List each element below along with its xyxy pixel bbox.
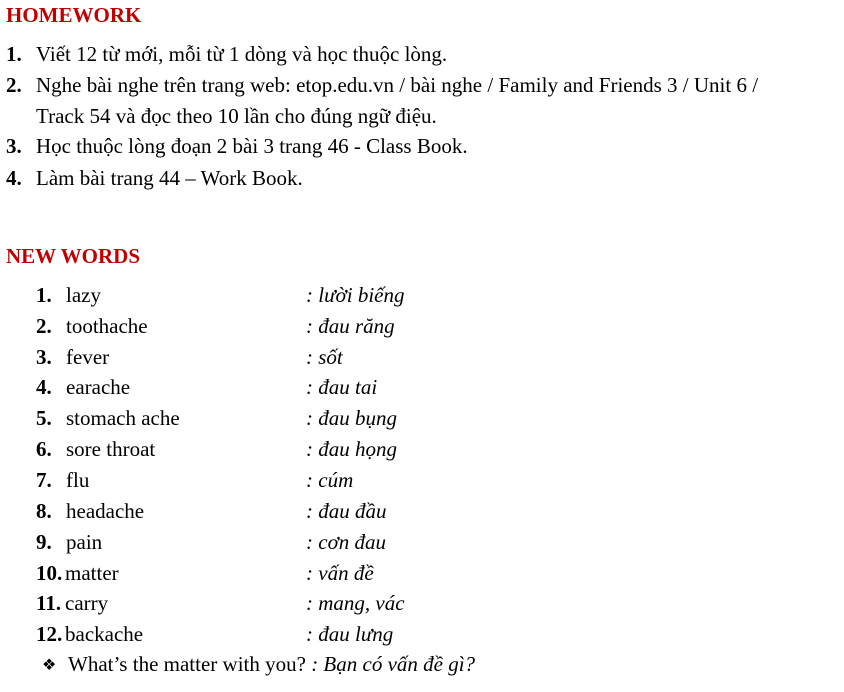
vocab-row [36,498,636,524]
vocab-word: headache [66,499,145,523]
vocab-word: stomach ache [66,406,180,430]
vocab-word: toothache [66,314,148,338]
vocab-number: 11. [36,591,62,615]
vocab-number: 3. [36,345,52,369]
homework-item-2-continuation: Track 54 và đọc theo 10 lần cho đúng ngữ điệu. [36,104,437,128]
vocab-row [36,621,636,647]
homework-item-text: Nghe bài nghe trên trang web: etop.edu.vn / bài nghe / Family and Friends 3 / Unit 6 / [36,73,759,97]
vocab-row [36,436,636,462]
vocab-number: 1. [36,283,52,307]
homework-title: HOMEWORK [6,3,142,27]
new-words-title: NEW WORDS [6,244,141,268]
phrase-english: What’s the matter with you? [68,652,306,676]
homework-item-number: 4. [6,166,22,190]
vocab-row [36,467,636,493]
vocab-number: 2. [36,314,52,338]
homework-item-number: 2. [6,73,22,97]
vocab-meaning: : vấn đề [306,561,374,585]
vocab-word: matter [65,561,119,585]
diamond-bullet-icon: ❖ [42,657,57,674]
vocab-meaning: : đau răng [306,314,395,338]
vocab-row [36,590,636,616]
vocab-row [36,344,636,370]
vocab-word: pain [66,530,103,554]
homework-item-text: Làm bài trang 44 – Work Book. [36,166,303,190]
vocab-word: lazy [66,283,101,307]
vocab-row [36,560,636,586]
phrase-vietnamese: : Bạn có vấn đề gì? [311,652,476,676]
vocab-row [36,405,636,431]
vocab-number: 6. [36,437,52,461]
homework-item-number: 1. [6,42,22,66]
vocab-word: flu [66,468,90,492]
vocab-row [36,313,636,339]
vocab-meaning: : đau tai [306,375,378,399]
vocab-number: 4. [36,375,52,399]
vocab-word: fever [66,345,110,369]
vocab-row [36,529,636,555]
vocab-word: backache [65,622,144,646]
vocab-number: 10. [36,561,63,585]
vocab-meaning: : lười biếng [306,283,405,307]
vocab-number: 5. [36,406,52,430]
vocab-row [36,374,636,400]
homework-item-text: Viết 12 từ mới, mỗi từ 1 dòng và học thuộc lòng. [36,42,448,66]
vocab-meaning: : đau đầu [306,499,387,523]
vocab-row [36,282,636,308]
vocab-word: earache [66,375,131,399]
homework-item-number: 3. [6,134,22,158]
vocab-number: 8. [36,499,52,523]
vocab-meaning: : đau họng [306,437,397,461]
homework-item-text: Học thuộc lòng đoạn 2 bài 3 trang 46 - Class Book. [36,134,468,158]
vocab-meaning: : đau lưng [306,622,394,646]
vocab-word: sore throat [66,437,156,461]
vocab-number: 12. [36,622,63,646]
vocab-meaning: : đau bụng [306,406,397,430]
vocab-meaning: : cúm [306,468,354,492]
vocab-meaning: : sốt [306,345,343,369]
vocab-number: 7. [36,468,52,492]
vocab-word: carry [65,591,109,615]
key-phrase [42,651,475,679]
vocab-number: 9. [36,530,52,554]
vocab-meaning: : cơn đau [306,530,387,554]
vocab-meaning: : mang, vác [306,591,405,615]
